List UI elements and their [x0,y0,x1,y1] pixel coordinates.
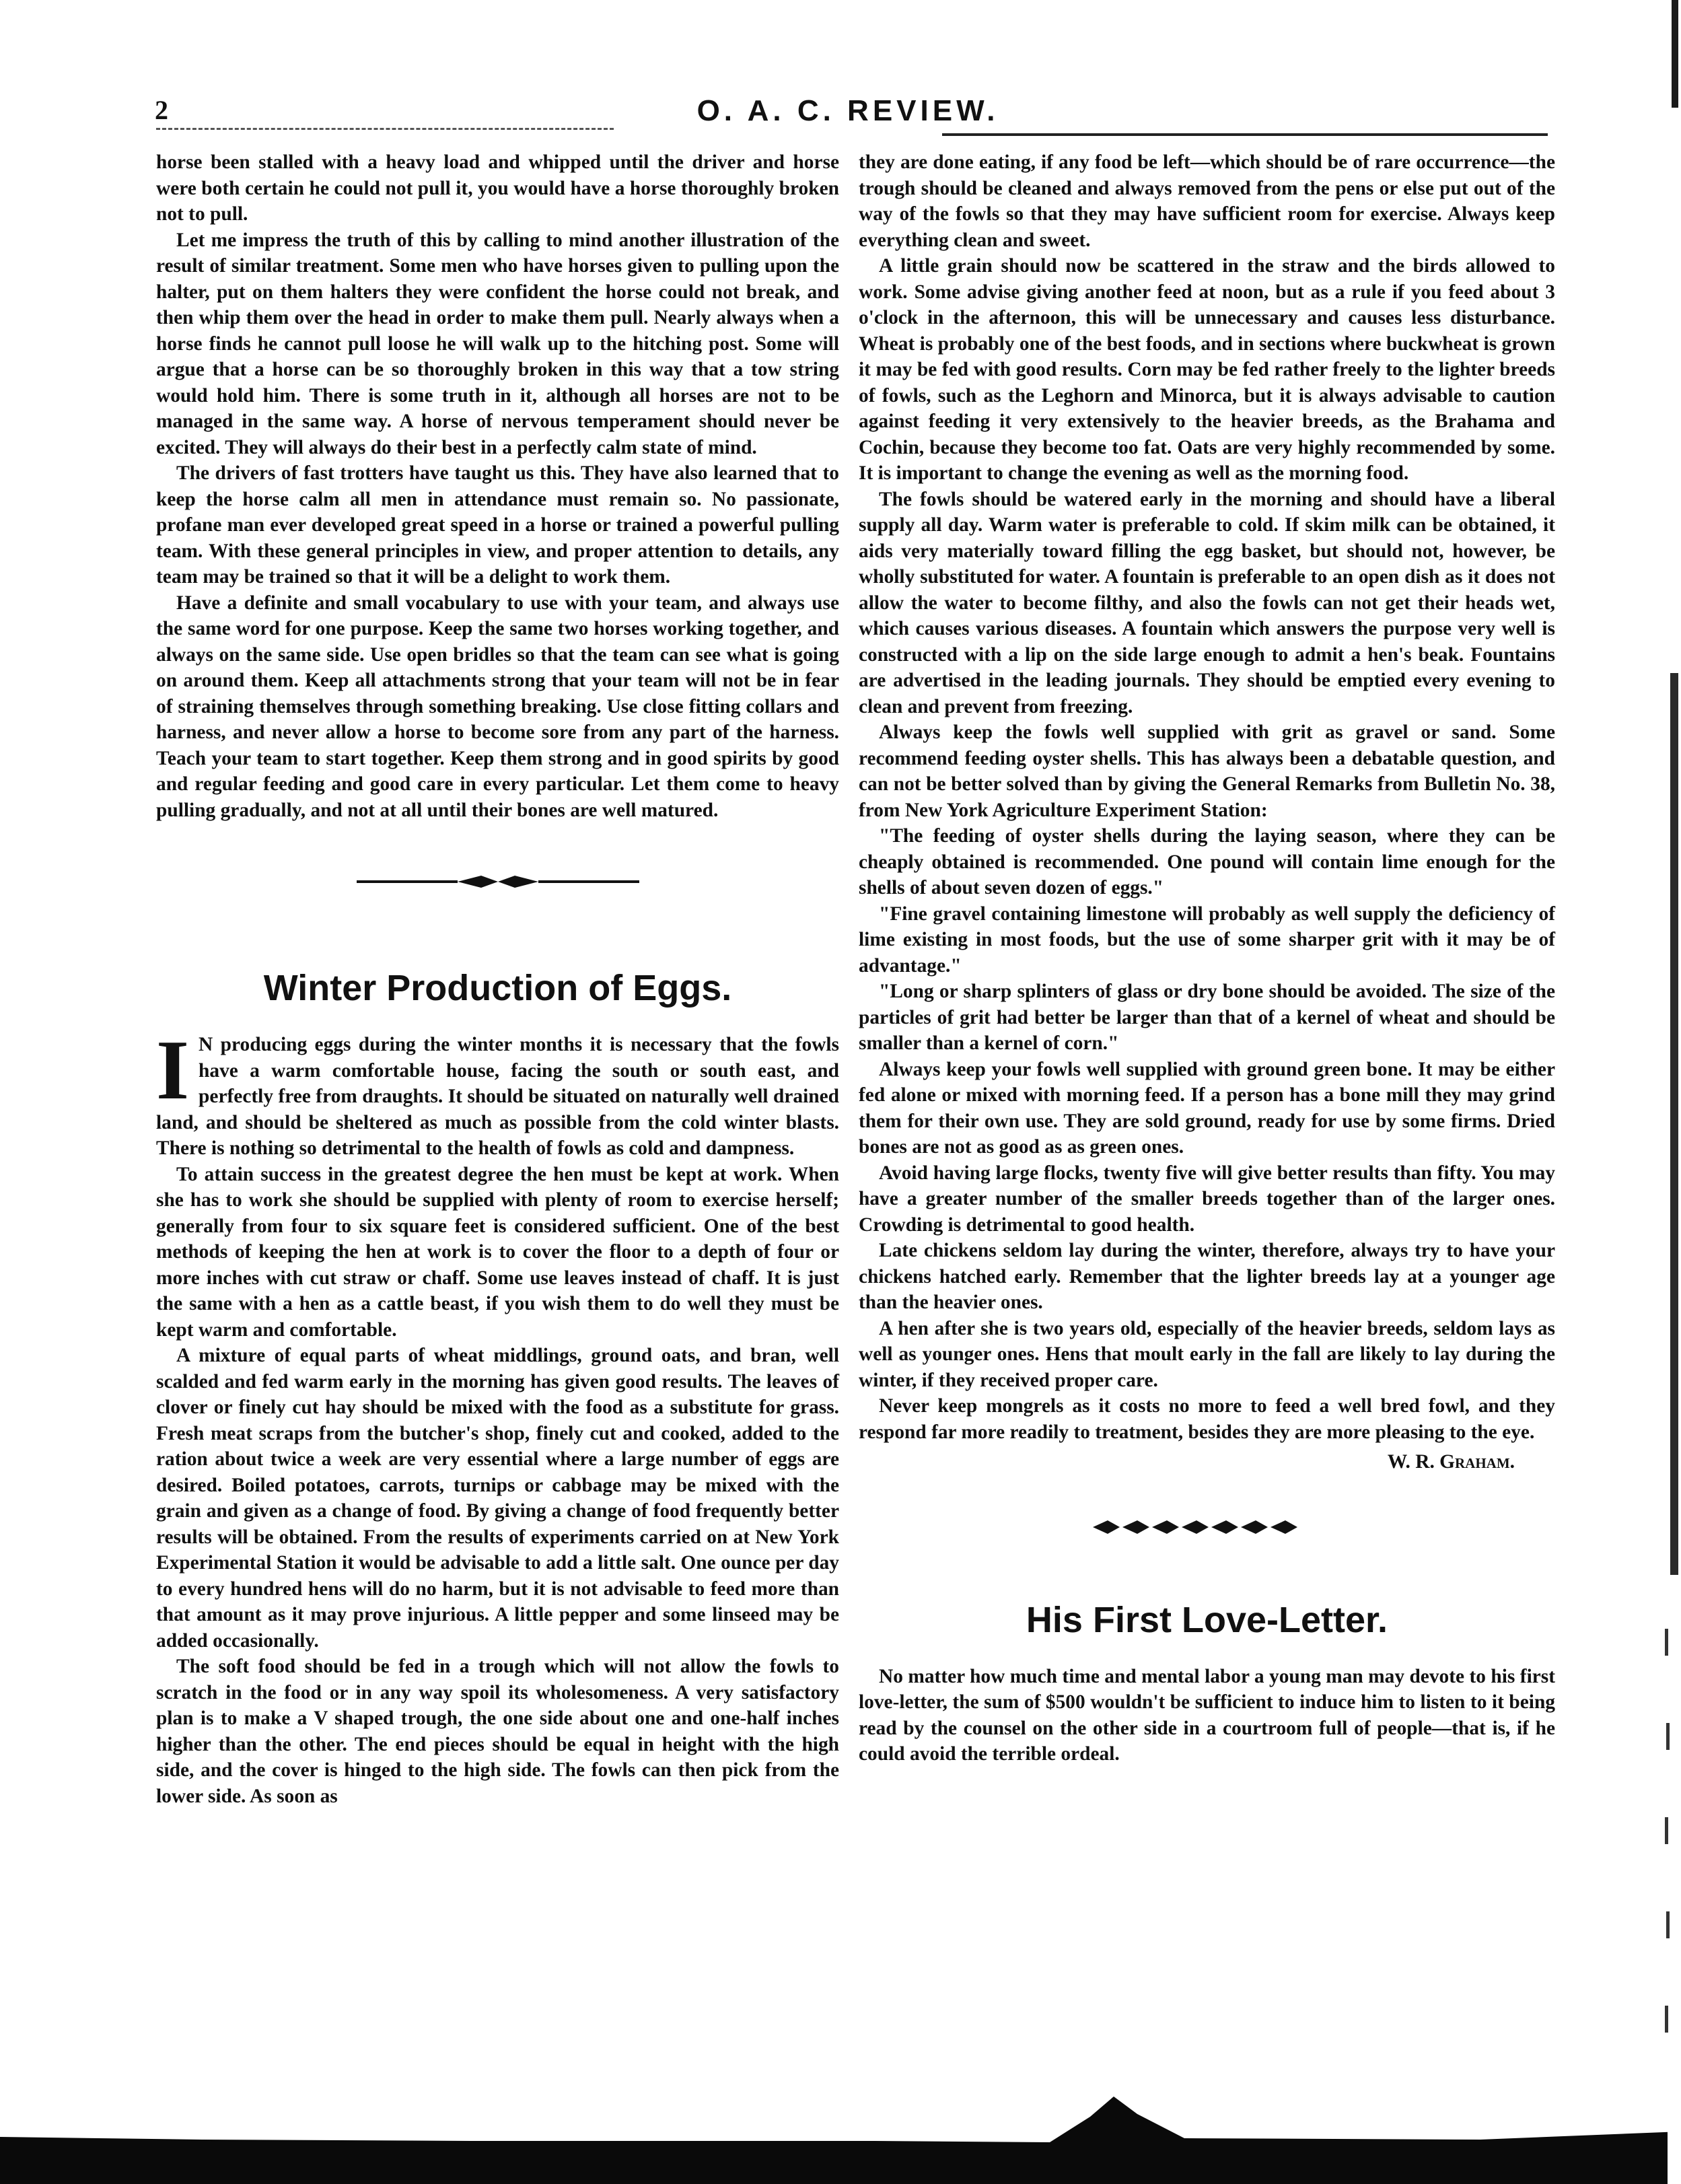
eggs-paragraph: A hen after she is two years old, especially of the heavier breeds, seldom lays as well as younger ones. Hens that moult early in the fall are likely to lay during the winter, if they received proper care. [859,1317,1555,1391]
scan-bottom-edge [0,2090,1681,2164]
horse-paragraph: Let me impress the truth of this by calling to mind another illustration of the result of similar treatment. Some men who have horses given to pulling upon the halter, put on them halters they were confident the horse could not break, and then whip them over the head in order to make them pull. Nearly always when a horse finds he cannot pull loose he will walk up to the hitching post. Some will argue that a horse can be so thoroughly broken in this way that a tow string would hold him. There is some truth in it, although all horses are not to be managed in the same way. A horse of nervous temperament should never be excited. They will always do their best in a perfectly calm state of mind. [156,229,839,458]
author-signature: W. R. Graham. [1387,1451,1515,1473]
section-divider-ornament [859,1517,1555,1537]
love-letter-title: His First Love-Letter. [1026,1599,1388,1640]
eggs-quote: "The feeding of oyster shells during the laying season, where they can be cheaply obtained is recommended. One pound will contain lime enough for the shells of about seven dozen of eggs." [859,825,1555,899]
eggs-paragraph: A little grain should now be scattered in the straw and the birds allowed to work. Some advise giving another feed at noon, but as a rule if you feed about 3 o'clock in the afternoon, this will be unnecessary and causes less disturbance. Wheat is probably one of the best foods, and in sections where buckwheat is grown it may be fed with good results. Corn may be fed rather freely to the lighter breeds of fowls, such as the Leghorn and Minorca, but it is always advisable to caution against feeding it very extensively to the heavier breeds, as the Brahama and Cochin, because they become too fat. Oats are very highly recommended by some. It is important to change the evening as well as the morning food. [859,255,1555,484]
eggs-paragraph: The soft food should be fed in a trough which will not allow the fowls to scratch in the food or in any way spoil its wholesomeness. A very satisfactory plan is to make a V shaped trough, the one side about one and one-half inches higher than the other. The end pieces should be equal in height with the high side, and the cover is hinged to the high side. The fowls can then pick from the lower side. As soon as [156,1656,839,1807]
eggs-paragraph: Always keep the fowls well supplied with grit as gravel or sand. Some recommend feeding oyster shells. This has always been a debatable question, and can not be better solved than by giving the General Remarks from Bulletin No. 38, from New York Agriculture Experiment Station: [859,721,1555,821]
page-number: 2 [155,95,168,125]
eggs-paragraph: they are done eating, if any food be left—which should be of rare occurrence—the trough should be cleaned and always removed from the pens or else put out of the way of the fowls so that they may have sufficient room for exercise. Always keep everything clean and sweet. [859,151,1555,251]
eggs-paragraph: To attain success in the greatest degree the hen must be kept at work. When she has to work she should be supplied with plenty of room to exercise herself; generally from four to six square feet is considered sufficient. One of the best methods of keeping the hen at work is to cover the floor to a depth of four or more inches with cut straw or chaff. Some use leaves instead of chaff. It is just the same with a hen as a cattle beast, if you wish them to do well they must be kept warm and comfortable. [156,1163,839,1341]
drop-cap: I [156,1024,190,1117]
love-letter-paragraph: No matter how much time and mental labor a young man may devote to his first love-letter, the sum of $500 wouldn't be sufficient to induce him to listen to it being read by the counsel on the other side in a courtroom full of people—that is, if he could avoid the terrible ordeal. [859,1665,1555,1765]
eggs-paragraph: Avoid having large flocks, twenty five will give better results than fifty. You may have a greater number of the smaller breeds together than of the larger ones. Crowding is detrimental to good health. [859,1162,1555,1236]
eggs-lead-text: N producing eggs during the winter months it is necessary that the fowls have a warm comfortable house, facing the south or south east, and perfectly free from draughts. It should be situated on naturally well drained land, and should be sheltered as much as possible from the cold winter blasts. There is nothing so detrimental to the health of fowls as cold and dampness. [156,1034,839,1159]
eggs-paragraph: The fowls should be watered early in the morning and should have a liberal supply all day. Warm water is preferable to cold. If skim milk can be obtained, it aids very materially toward filling the egg basket, but should not, however, be wholly substituted for water. A fountain is preferable to an open dish as it does not allow the water to become filthy, and also the fowls can not get their heads wet, which causes various diseases. A fountain which answers the purpose very well is constructed with a lip on the side large enough to admit a hen's beak. Fountains are advertised in the leading journals. They should be emptied every evening to clean and prevent from freezing. [859,488,1555,717]
right-column [859,149,1555,1767]
eggs-paragraph: Late chickens seldom lay during the winter, therefore, always try to have your chickens hatched early. Remember that the lighter breeds lay at a younger age than the heavier ones. [859,1240,1555,1313]
eggs-lead-paragraph [156,1024,839,1162]
eggs-paragraph: Always keep your fowls well supplied with ground green bone. It may be either fed alone or mixed with morning feed. If a person has a bone mill they may grind them for their own use. They are sold ground, ready for use by some firms. Dried bones are not as good as as green ones. [859,1058,1555,1158]
scan-bottom-bar [0,2158,1681,2184]
header-rule-left [156,128,614,130]
scan-right-margin [1645,0,1681,2184]
horse-paragraph: horse been stalled with a heavy load and whipped until the driver and horse were both certain he could not pull it, you would have a horse thoroughly broken not to pull. [156,151,839,225]
running-title: O. A. C. REVIEW. [696,94,999,127]
eggs-quote: "Long or sharp splinters of glass or dry bone should be avoided. The size of the particles of grit had better be larger than that of a kernel of wheat and should be smaller than a kernel of corn." [859,981,1555,1054]
header-rule-right [942,133,1548,136]
eggs-paragraph: A mixture of equal parts of wheat middlings, ground oats, and bran, well scalded and fed warm early in the morning has given good results. The leaves of clover or finely cut hay should be mixed with the food as a substitute for grass. Fresh meat scraps from the butcher's shop, finely cut and cooked, added to the ration about twice a week are very essential where a large number of eggs are desired. Boiled potatoes, carrots, turnips or cabbage may be mixed with the grain and given as a change of food. By giving a change of food frequently better results will be obtained. From the results of experiments carried on at New York Experimental Station it would be advisable to add a little salt. One ounce per day to every hundred hens will do no harm, but it is not advisable to feed more than that amount as it may prove injurious. A little pepper and some linseed may be added occasionally. [156,1345,839,1652]
horse-paragraph: The drivers of fast trotters have taught us this. They have also learned that to keep the horse calm all men in attendance must remain so. No passionate, profane man ever developed great speed in a horse or trained a powerful pulling team. With these general principles in view, and proper attention to details, any team may be trained so that it will be a delight to work them. [156,462,839,588]
left-column [156,149,839,1809]
horse-paragraph: Have a definite and small vocabulary to use with your team, and always use the same word for one purpose. Keep the same two horses working together, and always on the same side. Use open bridles so that the team can see what is going on around them. Keep all attachments strong that your team will not be in fear of straining themselves through something breaking. Use close fitting collars and harness, and never allow a horse to become sore from any part of the harness. Teach your team to start together. Keep them strong and in good spirits by good and regular feeding and good care in every particular. Let them come to heavy pulling gradually, and not at all until their bones are well matured. [156,592,839,821]
section-divider-ornament [156,872,839,892]
eggs-paragraph: Never keep mongrels as it costs no more to feed a well bred fowl, and they respond far more readily to treatment, besides they are more pleasing to the eye. [859,1395,1555,1443]
eggs-article-title: Winter Production of Eggs. [263,968,732,1008]
eggs-quote: "Fine gravel containing limestone will probably as well supply the deficiency of lime existing in most foods, but the use of some sharper grit with it may be of advantage." [859,903,1555,977]
